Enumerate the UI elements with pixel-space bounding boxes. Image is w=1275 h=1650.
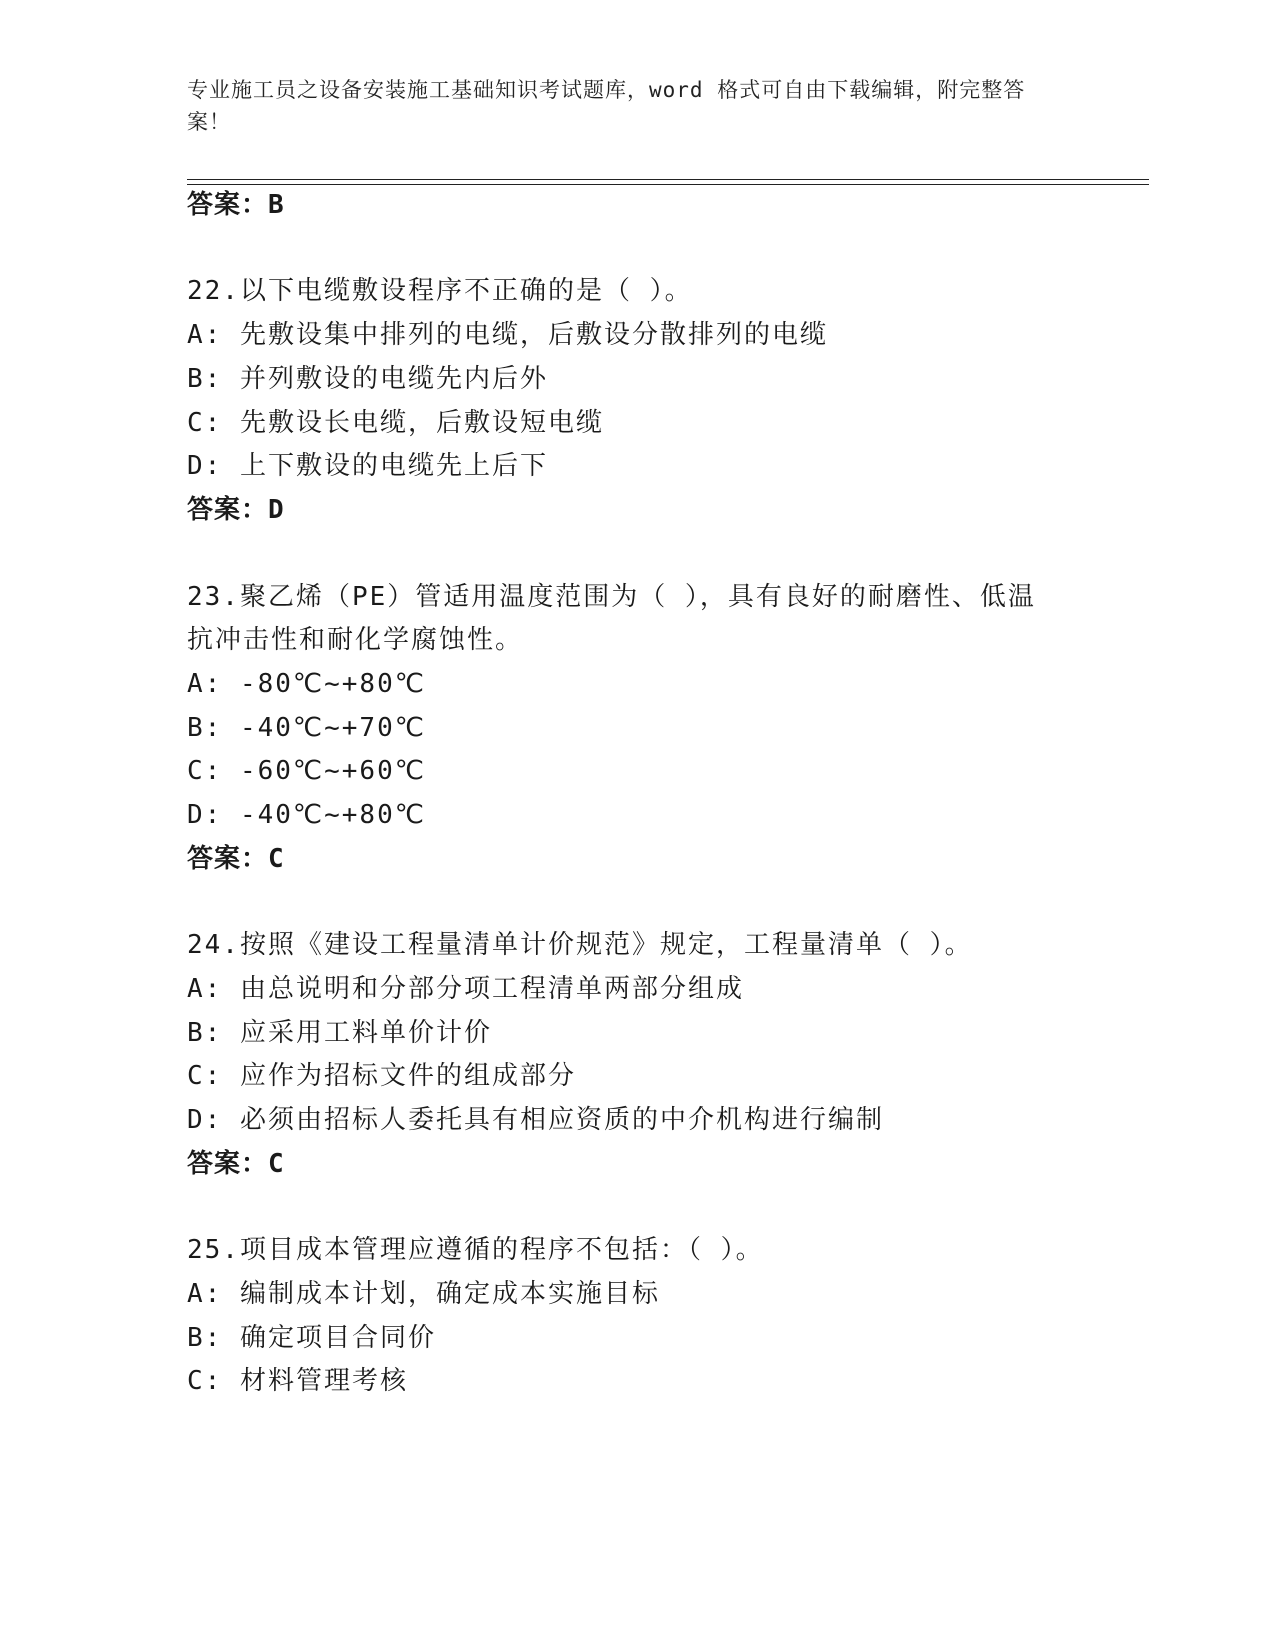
answer-21: 答案：B [187,190,285,220]
answer-23: 答案：C [187,844,285,874]
question-24-option-c: C: 应作为招标文件的组成部分 [187,1061,576,1091]
question-23-option-d: D: -40℃~+80℃ [187,800,426,830]
answer-22: 答案：D [187,495,285,525]
question-22-option-b: B: 并列敷设的电缆先内后外 [187,364,548,394]
question-22-option-c: C: 先敷设长电缆，后敷设短电缆 [187,408,604,438]
question-25-stem: 25.项目成本管理应遵循的程序不包括：（ ）。 [187,1235,764,1265]
question-23-stem-line1: 23.聚乙烯（PE）管适用温度范围为（ ），具有良好的耐磨性、低温 [187,582,1036,612]
answer-24: 答案：C [187,1149,285,1179]
question-22-stem: 22.以下电缆敷设程序不正确的是（ ）。 [187,276,693,306]
header-rule-bottom [187,184,1149,185]
question-24-option-b: B: 应采用工料单价计价 [187,1018,492,1048]
question-22-option-d: D: 上下敷设的电缆先上后下 [187,451,548,481]
question-25-option-c: C: 材料管理考核 [187,1366,408,1396]
question-25-option-b: B: 确定项目合同价 [187,1323,436,1353]
question-25-option-a: A: 编制成本计划，确定成本实施目标 [187,1279,660,1309]
question-24-stem: 24.按照《建设工程量清单计价规范》规定，工程量清单（ ）。 [187,930,973,960]
question-23-stem-line2: 抗冲击性和耐化学腐蚀性。 [187,625,524,655]
question-22-option-a: A: 先敷设集中排列的电缆，后敷设分散排列的电缆 [187,320,828,350]
question-23-option-c: C: -60℃~+60℃ [187,756,426,786]
question-23-option-b: B: -40℃~+70℃ [187,713,426,743]
header-rule-top [187,179,1149,180]
question-23-option-a: A: -80℃~+80℃ [187,669,426,699]
document-header: 专业施工员之设备安装施工基础知识考试题库，word 格式可自由下载编辑，附完整答案！ [187,78,1026,134]
question-24-option-d: D: 必须由招标人委托具有相应资质的中介机构进行编制 [187,1105,884,1135]
question-24-option-a: A: 由总说明和分部分项工程清单两部分组成 [187,974,744,1004]
